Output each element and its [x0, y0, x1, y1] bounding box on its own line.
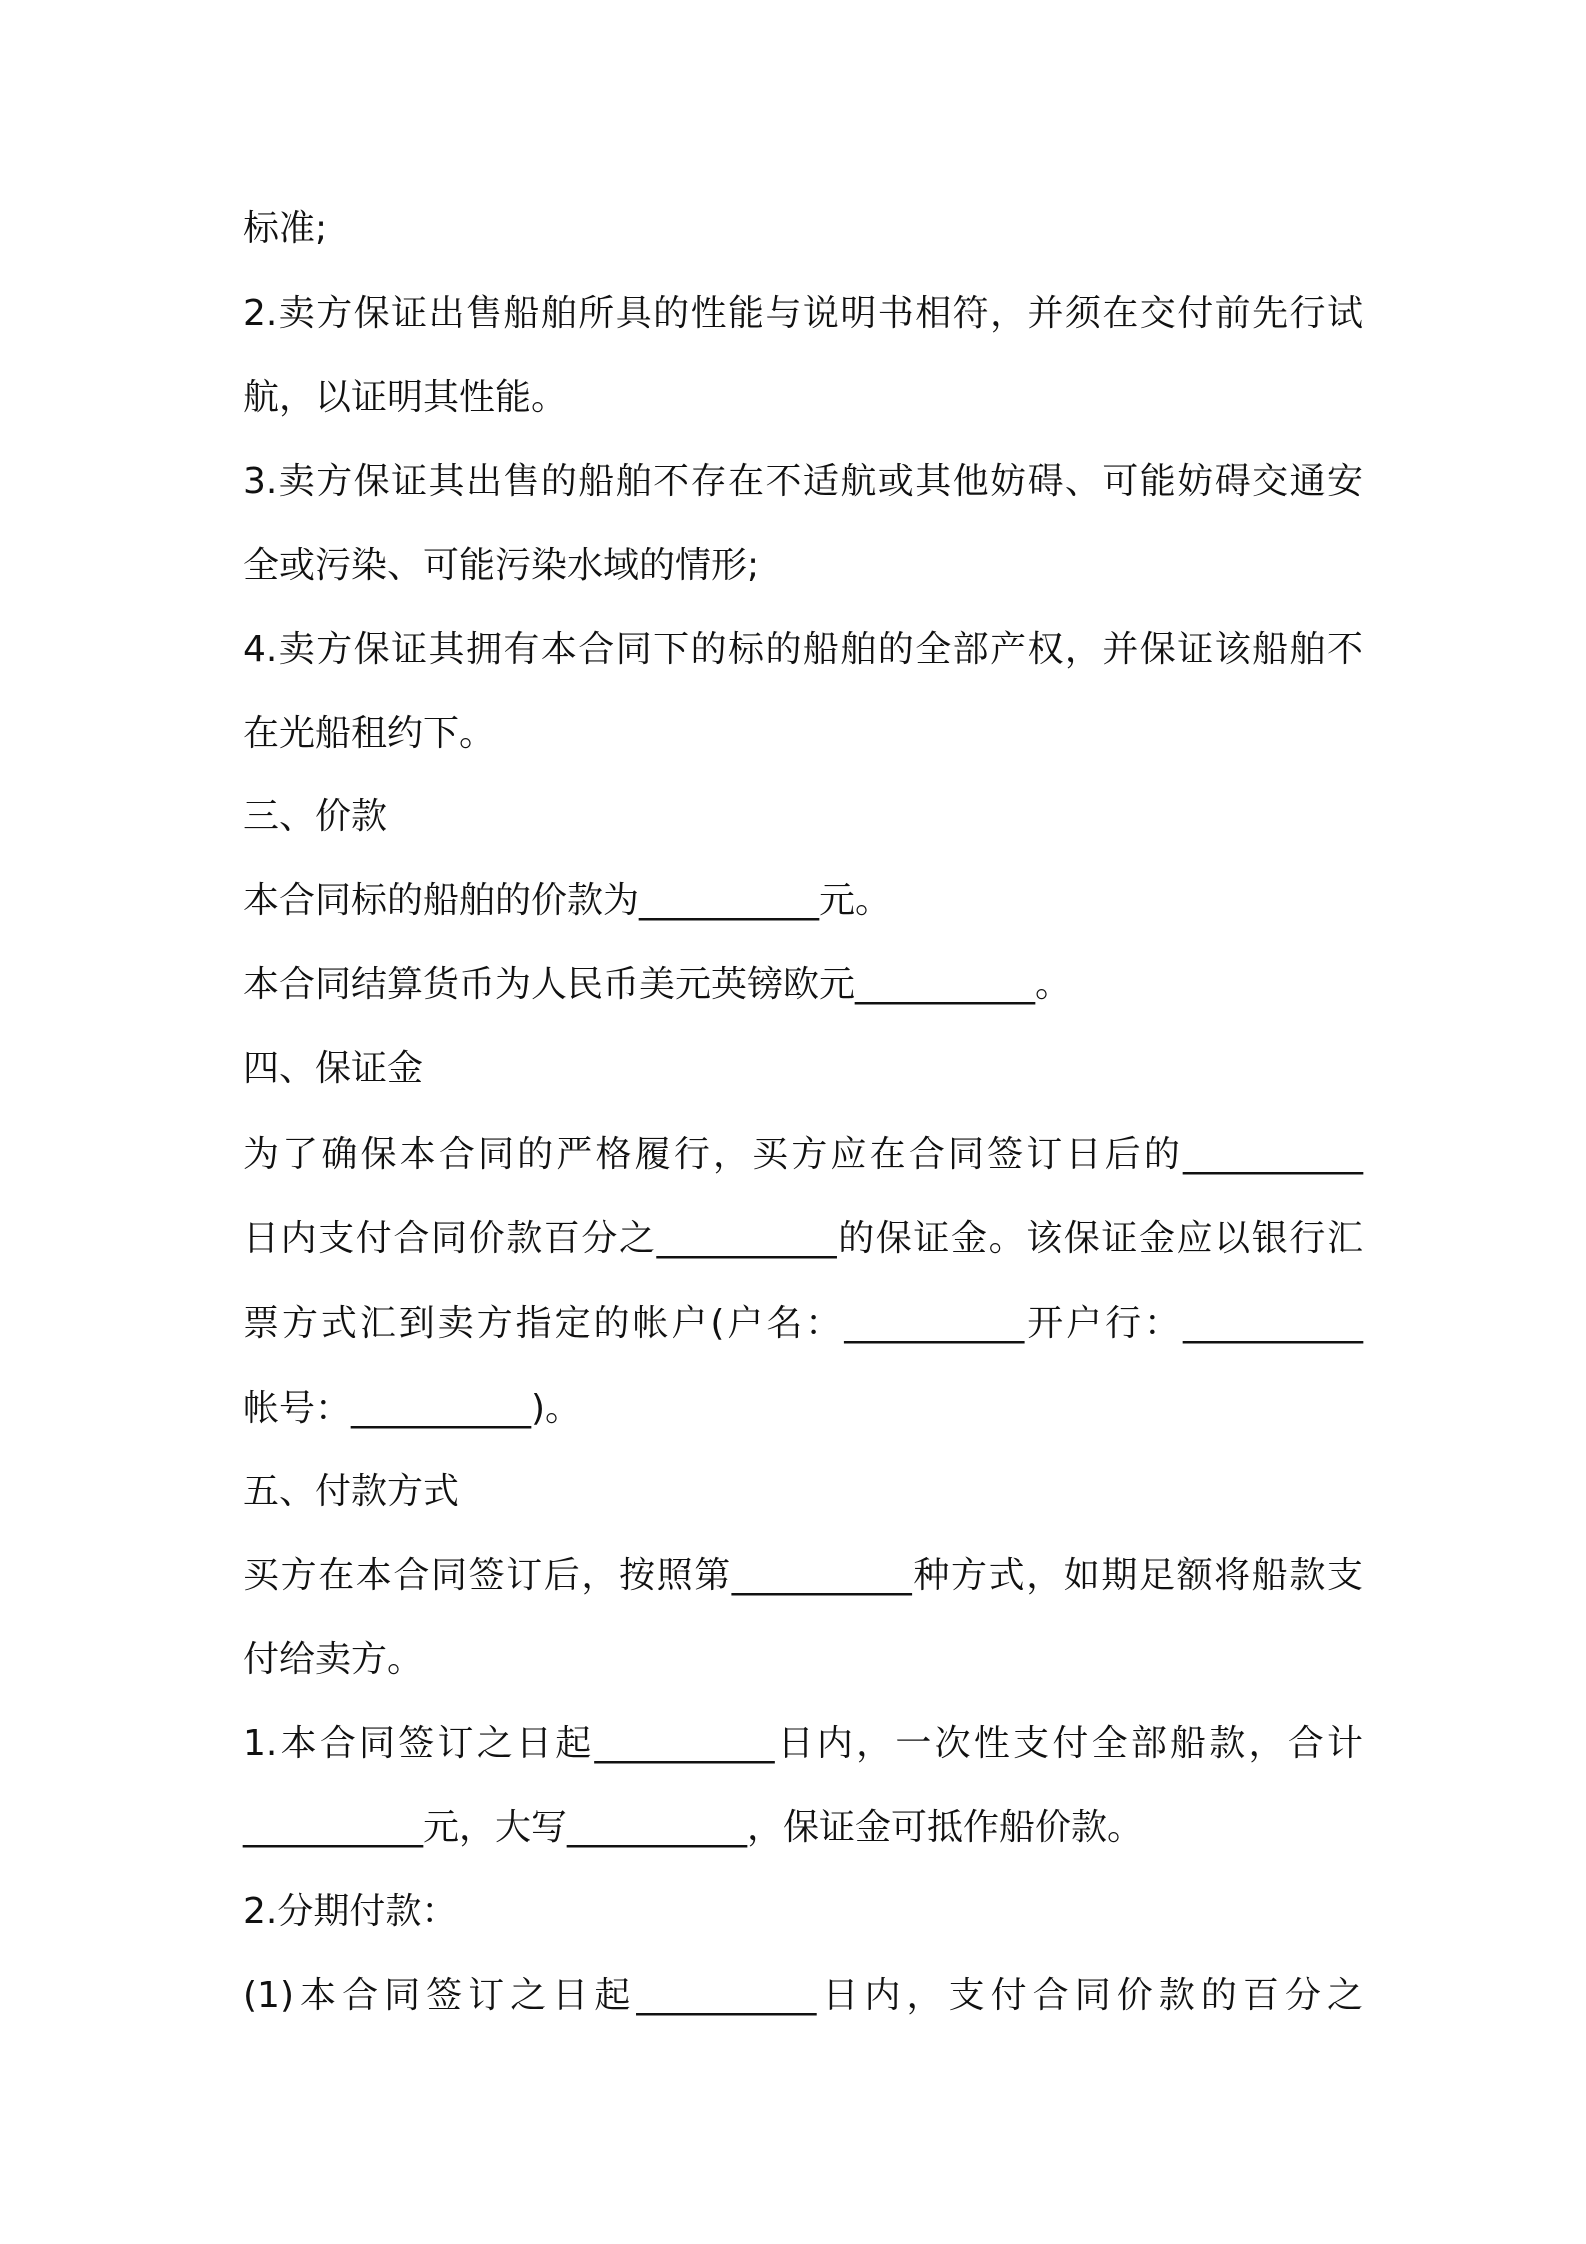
text-line: __________元，大写__________，保证金可抵作船价款。: [243, 1807, 1144, 1848]
text-line: 3.卖方保证其出售的船舶不存在不适航或其他妨碍、可能妨碍交通安: [243, 461, 1363, 502]
text-line: 本合同结算货币为人民币美元英镑欧元__________。: [243, 964, 1072, 1005]
text-line: 日内支付合同价款百分之__________的保证金。该保证金应以银行汇: [243, 1218, 1363, 1259]
text-line: 标准;: [243, 208, 328, 249]
text-line: 4.卖方保证其拥有本合同下的标的船舶的全部产权，并保证该船舶不: [243, 629, 1363, 670]
section-heading: 三、价款: [243, 796, 388, 837]
text-line: 票方式汇到卖方指定的帐户(户名：__________开户行：__________: [243, 1303, 1363, 1344]
text-line: 2.分期付款：: [243, 1891, 458, 1932]
text-line: 付给卖方。: [243, 1639, 424, 1680]
text-line: 航，以证明其性能。: [243, 377, 568, 418]
text-line: (1)本合同签订之日起__________日内，支付合同价款的百分之: [243, 1975, 1363, 2016]
text-line: 在光船租约下。: [243, 713, 496, 754]
text-line: 1.本合同签订之日起__________日内，一次性支付全部船款，合计: [243, 1723, 1363, 1764]
section-heading: 四、保证金: [243, 1048, 424, 1089]
section-heading: 五、付款方式: [243, 1471, 460, 1512]
text-line: 帐号：__________)。: [243, 1388, 582, 1429]
text-line: 2.卖方保证出售船舶所具的性能与说明书相符，并须在交付前先行试: [243, 293, 1363, 334]
text-line: 买方在本合同签订后，按照第__________种方式，如期足额将船款支: [243, 1555, 1363, 1596]
text-line: 为了确保本合同的严格履行，买方应在合同签订日后的__________: [243, 1134, 1363, 1175]
text-line: 本合同标的船舶的价款为__________元。: [243, 880, 892, 921]
text-line: 全或污染、可能污染水域的情形;: [243, 545, 760, 586]
